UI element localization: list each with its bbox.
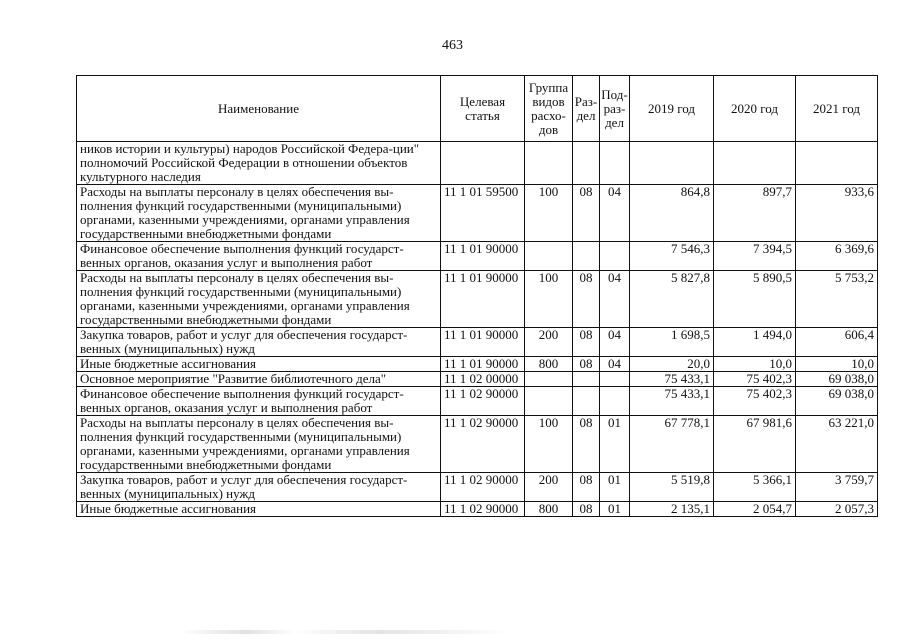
row-subsection bbox=[600, 372, 630, 387]
row-subsection: 01 bbox=[600, 473, 630, 502]
row-value-2020: 5 366,1 bbox=[714, 473, 796, 502]
header-year-2020: 2020 год bbox=[714, 76, 796, 142]
row-name: Иные бюджетные ассигнования bbox=[77, 502, 441, 517]
row-section: 08 bbox=[573, 271, 600, 328]
row-value-2019: 75 433,1 bbox=[630, 372, 714, 387]
row-expense-group: 200 bbox=[525, 328, 573, 357]
row-value-2019: 20,0 bbox=[630, 357, 714, 372]
row-name: Иные бюджетные ассигнования bbox=[77, 357, 441, 372]
row-value-2021: 63 221,0 bbox=[796, 416, 878, 473]
table-row bbox=[77, 416, 878, 473]
row-section bbox=[573, 142, 600, 185]
row-value-2021: 69 038,0 bbox=[796, 372, 878, 387]
row-value-2020: 7 394,5 bbox=[714, 242, 796, 271]
row-subsection: 01 bbox=[600, 502, 630, 517]
table-row bbox=[77, 357, 878, 372]
row-name: Закупка товаров, работ и услуг для обеспечения государст-венных (муниципальных) нужд bbox=[77, 328, 441, 357]
row-section bbox=[573, 372, 600, 387]
header-expense-group: Группа видов расхо-дов bbox=[525, 76, 573, 142]
row-target-article: 11 1 01 59500 bbox=[441, 185, 525, 242]
row-name: Расходы на выплаты персоналу в целях обеспечения вы-полнения функций государственными (муниципальными) органами, казенными учреждениями, органами управления государственными внебюджетными фондами bbox=[77, 185, 441, 242]
row-section bbox=[573, 387, 600, 416]
row-expense-group: 800 bbox=[525, 357, 573, 372]
scan-artifact bbox=[180, 630, 510, 634]
row-expense-group: 100 bbox=[525, 185, 573, 242]
row-name: Расходы на выплаты персоналу в целях обеспечения вы-полнения функций государственными (муниципальными) органами, казенными учреждениями, органами управления государственными внебюджетными фондами bbox=[77, 416, 441, 473]
row-value-2021: 2 057,3 bbox=[796, 502, 878, 517]
row-subsection: 04 bbox=[600, 328, 630, 357]
row-value-2020: 75 402,3 bbox=[714, 372, 796, 387]
row-subsection: 04 bbox=[600, 357, 630, 372]
row-target-article: 11 1 02 90000 bbox=[441, 502, 525, 517]
row-expense-group bbox=[525, 387, 573, 416]
row-target-article: 11 1 02 90000 bbox=[441, 387, 525, 416]
row-expense-group: 100 bbox=[525, 271, 573, 328]
row-section: 08 bbox=[573, 328, 600, 357]
row-subsection bbox=[600, 142, 630, 185]
row-value-2019 bbox=[630, 142, 714, 185]
row-expense-group bbox=[525, 142, 573, 185]
row-value-2020: 1 494,0 bbox=[714, 328, 796, 357]
row-name: ников истории и культуры) народов Российской Федера-ции" полномочий Российской Федерации в отношении объектов культурного наследия bbox=[77, 142, 441, 185]
row-expense-group: 200 bbox=[525, 473, 573, 502]
row-subsection bbox=[600, 387, 630, 416]
row-value-2019: 75 433,1 bbox=[630, 387, 714, 416]
row-name: Основное мероприятие "Развитие библиотечного дела" bbox=[77, 372, 441, 387]
header-section: Раз-дел bbox=[573, 76, 600, 142]
row-target-article: 11 1 01 90000 bbox=[441, 271, 525, 328]
header-target-article: Целевая статья bbox=[441, 76, 525, 142]
table-row bbox=[77, 372, 878, 387]
row-value-2019: 5 519,8 bbox=[630, 473, 714, 502]
table-row bbox=[77, 242, 878, 271]
row-value-2020 bbox=[714, 142, 796, 185]
table-row bbox=[77, 387, 878, 416]
row-target-article: 11 1 02 00000 bbox=[441, 372, 525, 387]
table-row bbox=[77, 502, 878, 517]
row-name: Финансовое обеспечение выполнения функций государст-венных органов, оказания услуг и выполнения работ bbox=[77, 242, 441, 271]
table-row bbox=[77, 271, 878, 328]
row-subsection: 04 bbox=[600, 271, 630, 328]
row-value-2020: 2 054,7 bbox=[714, 502, 796, 517]
row-value-2019: 5 827,8 bbox=[630, 271, 714, 328]
row-value-2021: 606,4 bbox=[796, 328, 878, 357]
row-target-article: 11 1 02 90000 bbox=[441, 473, 525, 502]
table-header-row bbox=[77, 76, 878, 142]
table-row bbox=[77, 185, 878, 242]
row-name: Закупка товаров, работ и услуг для обеспечения государст-венных (муниципальных) нужд bbox=[77, 473, 441, 502]
header-subsection: Под-раз-дел bbox=[600, 76, 630, 142]
row-value-2021: 10,0 bbox=[796, 357, 878, 372]
row-value-2020: 75 402,3 bbox=[714, 387, 796, 416]
row-value-2020: 67 981,6 bbox=[714, 416, 796, 473]
row-section: 08 bbox=[573, 473, 600, 502]
row-expense-group bbox=[525, 372, 573, 387]
row-name: Расходы на выплаты персоналу в целях обеспечения вы-полнения функций государственными (муниципальными) органами, казенными учреждениями, органами управления государственными внебюджетными фондами bbox=[77, 271, 441, 328]
row-expense-group: 800 bbox=[525, 502, 573, 517]
row-value-2019: 7 546,3 bbox=[630, 242, 714, 271]
row-value-2019: 67 778,1 bbox=[630, 416, 714, 473]
page-number: 463 bbox=[442, 38, 463, 53]
row-expense-group: 100 bbox=[525, 416, 573, 473]
row-target-article bbox=[441, 142, 525, 185]
row-value-2020: 5 890,5 bbox=[714, 271, 796, 328]
header-year-2019: 2019 год bbox=[630, 76, 714, 142]
row-target-article: 11 1 01 90000 bbox=[441, 357, 525, 372]
row-target-article: 11 1 01 90000 bbox=[441, 328, 525, 357]
header-year-2021: 2021 год bbox=[796, 76, 878, 142]
header-name: Наименование bbox=[77, 76, 441, 142]
row-value-2019: 1 698,5 bbox=[630, 328, 714, 357]
row-value-2021: 69 038,0 bbox=[796, 387, 878, 416]
row-target-article: 11 1 02 90000 bbox=[441, 416, 525, 473]
row-value-2019: 2 135,1 bbox=[630, 502, 714, 517]
table-row bbox=[77, 328, 878, 357]
table-row bbox=[77, 473, 878, 502]
row-value-2021: 6 369,6 bbox=[796, 242, 878, 271]
row-subsection: 04 bbox=[600, 185, 630, 242]
row-value-2019: 864,8 bbox=[630, 185, 714, 242]
row-expense-group bbox=[525, 242, 573, 271]
row-target-article: 11 1 01 90000 bbox=[441, 242, 525, 271]
row-section: 08 bbox=[573, 357, 600, 372]
budget-table bbox=[76, 75, 878, 517]
row-value-2021: 933,6 bbox=[796, 185, 878, 242]
row-section: 08 bbox=[573, 502, 600, 517]
row-section: 08 bbox=[573, 416, 600, 473]
row-section bbox=[573, 242, 600, 271]
row-value-2021 bbox=[796, 142, 878, 185]
row-value-2020: 10,0 bbox=[714, 357, 796, 372]
row-subsection bbox=[600, 242, 630, 271]
row-value-2021: 5 753,2 bbox=[796, 271, 878, 328]
row-subsection: 01 bbox=[600, 416, 630, 473]
table-row bbox=[77, 142, 878, 185]
row-value-2020: 897,7 bbox=[714, 185, 796, 242]
row-section: 08 bbox=[573, 185, 600, 242]
row-name: Финансовое обеспечение выполнения функций государст-венных органов, оказания услуг и выполнения работ bbox=[77, 387, 441, 416]
row-value-2021: 3 759,7 bbox=[796, 473, 878, 502]
